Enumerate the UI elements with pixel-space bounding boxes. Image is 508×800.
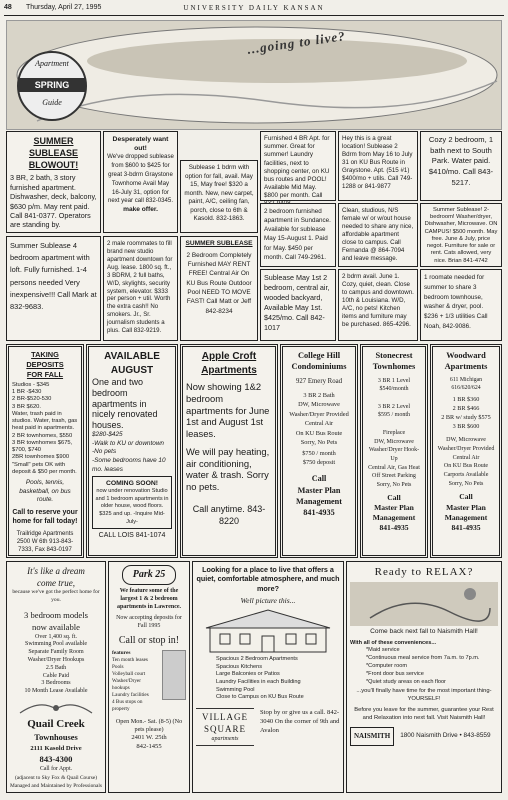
ad-body: Cozy 2 bedroom, 1 bath next to South Park. Water paid. $410/mo. Call 843-5217. [428,135,494,187]
ad-title: Condominiums [291,362,347,372]
ad-phone: 841-4935 [303,507,335,517]
ad-village-square [192,561,344,793]
ad-sundance [260,203,336,267]
ad-call: CALL LOIS 841-1074 [98,532,166,540]
ad-intro: One and two bedroom apartments in nicely renovated houses. [92,377,158,431]
village-footer [196,708,340,746]
ad-great-location [338,131,418,201]
ad-available-august [86,344,178,558]
ad-title: AVAILABLE [104,351,160,362]
ad-call: Management [372,513,416,523]
ad-title: College Hill [297,351,341,360]
ad-phone: 842-1455 [136,743,162,751]
ad-call: Call [387,492,401,502]
ad-call: Master Plan [446,502,486,512]
ad-sublease-may-1st [260,269,336,341]
ad-address: 927 Emery Road [295,377,343,385]
ad-title: Apple Croft [201,351,257,362]
ad-title: AUGUST [110,364,154,376]
ad-footer: Trailridge Apartments 2500 W 6th 913-843-7333, Fax 843-0197 [16,530,74,553]
features-list: Ten month leases Pools Volleyball court Washer/Dryer hookups Laundry facilities 4 Bus stops on property [112,657,149,713]
ad-woodward [430,344,502,558]
ad-cta: Call to reserve your home for fall today! [12,508,78,526]
ad-stonecrest [360,344,428,558]
coming-soon-body: now under renovation Studio and 1 bedroom apartments in older house, wood floors. $325 and up. -Inquire Mid-July- [95,488,169,525]
ad-subtitle: Well picture this... [240,596,296,606]
ad-title: SUBLEASE [28,148,78,159]
logo-line: SQUARE [203,723,246,734]
house-illustration [196,608,340,654]
ad-body: Now showing 1&2 bedroom apartments for June 1st and August 1st leases. [186,381,270,439]
village-square-logo [196,708,254,746]
ad-body: Clean, studious, N/S female w/ or w/out house needed to share any nice, affordable apartment close to campus. Call Fernanda @ 864-7094 and leave message. [342,207,414,263]
ad-body: 1 roomate needed for summer to share 3 bedroom townhouse, washer & dryer, pool. $236 + 1/3 utilities Call Noah, 842-9086. [424,274,488,330]
ad-body: 3 BR 1 Level $540/month 3 BR 2 Level $595 / month Fireplace DW, Microwave Washer/Dryer Hook-Up Central Air, Gas Heat Off Street Parking Sorry, No Pets [368,377,420,488]
spring-guide-banner [6,20,502,130]
ad-body: 3 BR 2 Bath DW, Microwave Washer/Dryer Provided Central Air On KU Bus Route Sorry, No Pets [289,391,349,447]
ad-body: 2 bedroom furnished apartment in Sundance. Available for sublease May 15-August 1. Paid for May. $450 per month. Call 749-2961. [264,208,331,261]
ad-accept: Now accepting deposits for Fall 1995 [116,615,182,630]
badge-bottom: Guide [42,98,62,107]
ad-before: Before you leave for the summer, guarantee your Rest and Relaxation into next fall. Visit Naismith Hall! [354,707,494,721]
banner-headline: ...going to live? [246,28,347,57]
park25-features [112,650,159,713]
ad-body: Sublease 1 bdrm with option for fall, avail. May 15, May free! $320 a month. New, new carpet, paint, A/C, ceiling fan, porch, close to 6th & Kasold. 832-1863. [184,164,254,222]
ad-finish: ...you'll finally have time for the most important thing-YOURSELF! [356,688,492,703]
logo-line: apartments [211,735,239,742]
page-header [4,2,504,16]
ad-title: Apartments [201,364,257,376]
ad-tail: make offer. [123,206,158,214]
ad-price-list: Studios - $345 1 BR -$430 2 BR-$520-530 3 BR $620. Water, trash paid in studios. Water, trash, gas heat paid in apartments. 2 BR townhomes, $550 3 BR townhomes $675, $700, $740 2BR townhomes $900 "Small" pets OK with deposit & $50 per month. [12,381,78,475]
ad-title: DEPOSITS [26,359,64,369]
ad-title: SUMMER SUBLEASE [185,240,253,247]
ad-college-hill [280,344,358,558]
ad-headline: We feature some of the largest 1 & 2 bedroom apartments in Lawrence. [116,588,182,610]
ad-title: FOR FALL [26,369,64,379]
ad-summer-sublease-2-bedroom [180,236,258,341]
ad-body: Summer Sublease 4 bedroom apartment with loft. Fully furnished. 1-4 persons needed Very inexpensive!!! Call Mark at 832-9683. [10,241,97,312]
page-date: Thursday, April 27, 1995 [26,4,102,11]
ad-note: Pools, tennis, basketball, on bus route. [19,479,71,504]
coming-soon-box [92,476,172,529]
badge-mid: SPRING [19,78,85,92]
park25-logo: Park 25 [122,565,176,585]
ad-body: 2 bdrm avail. June 1. Cozy, quiet, clean. Close to campus and downtown. 10th & Louisiana. W/D, A/C, no pets! Kitchen items and furniture may be purchased. 865-4296. [342,273,414,329]
badge-top: Apartment [35,59,69,68]
ad-address: 1800 Naismith Drive • 843-8559 [400,732,491,740]
ad-body: Summer Sublease! 2-bedroom! Washer/dryer, Dishwasher, Microwave. ON CAMPUS! $500 month. May free. June & July, price negot. Furniture for sale or rent. Cats allowed, very nice. Brian 841-4742 [424,207,498,264]
ad-call: Management [296,496,342,506]
ad-subtitle: 3 bedroom models [24,610,88,621]
ad-clean-studious [338,203,418,267]
ad-desperately-want-out [103,131,178,233]
ad-call: Call [311,474,327,484]
ad-body: We will pay heating, air conditioning, water & trash. Sorry no pets. [186,445,270,492]
ad-roommate-needed [420,269,502,341]
ad-on-campus [420,203,502,267]
ad-sublease-1-bdrm [180,160,258,233]
naismith-footer [350,727,498,746]
page-number: 48 [4,4,12,11]
ad-apple-croft [180,344,278,558]
header-rule [4,15,504,16]
ad-phone: 841-4935 [451,523,481,533]
ad-furnished-4br [260,131,336,201]
ad-title: Desperately want out! [112,136,169,153]
ad-body: 2 male roommates to fill brand new studio apartment downtown for Aug. lease. 1800 sq. ft., 3 BDRM, 2 full baths, W/D, skylights, security system, elevator. $333 per person + util. Worth the extra cash!! No smokers. Jr., Sr. journalism students a plus. Call 832-9219. [107,240,173,335]
ad-trailridge-taking-deposits [6,344,84,558]
ad-phone: 843-4300 [39,754,73,765]
ad-name: Townhouses [34,732,78,742]
ad-body: Sublease May 1st 2 bedroom, central air, wooded backyard, Available May 1st. $425/mo. Call 842-1017 [264,273,330,333]
ad-title: Ready to RELAX? [374,566,474,578]
naismith-logo: NAISMITH [350,727,394,746]
ad-subtitle: now available [32,621,80,632]
ad-title: TAKING [31,350,59,359]
relax-illustration [350,582,498,626]
ad-features: Spacious 2 Bedroom Apartments Spacious Kitchens Large Balconies or Patios Laundry Facilities in each Building Swimming Pool Close to Campus on KU Bus Route [216,656,304,701]
ad-headline: Looking for a place to live that offers a quiet, comfortable atmosphere, and much more? [196,565,340,593]
ad-naismith-hall [346,561,502,793]
ad-body: 2 Bedroom Completely Furnished MAY RENT FREE! Central Air On KU Bus Route Outdoor Pool NEED TO MOVE FAST! Call Matt or Jeff 842-8234 [186,251,252,315]
ad-features: DW, Microwave Washer/Dryer Provided Central Air On KU Bus Route Carports Available Sorry, No Pets [437,437,495,487]
ad-body: We've dropped sublease from $600 to $425 for great 3-bdrm Graystone Townhome Avail May 16-July 31, option for next year call 832-0345. [107,153,174,205]
ad-call: Call [459,492,473,502]
ad-2-male-roommates [103,236,178,341]
quail-logo-art [10,699,102,717]
quail-bird-icon [10,699,102,717]
coming-soon-title: COMING SOON! [105,480,159,488]
ad-call: Master Plan [297,485,341,495]
features-title: features [112,650,131,657]
ad-address: 611 Michigan 616/620/624 [449,376,483,391]
ad-summer-sublease-4br [6,236,101,341]
ad-features: Over 1,400 sq. ft. Swimming Pool available Separate Family Room Washer/Dryer Hookups 2.5 Bath Cable Paid 3 Bedrooms 10 Month Lease Available [24,633,88,695]
ad-cozy-2-bedroom [420,131,502,201]
spring-guide-badge [17,51,87,121]
ad-title: SUMMER [33,136,74,146]
ad-body: 3 BR, 2 bath, 3 story furnished apartment. Dishwasher, deck, balcony, $630 p/m. May rent paid. Call 841-0377. Operators are standing by. [10,173,97,230]
ad-quail-creek [6,561,106,793]
ad-intro: come true, [37,578,75,589]
ad-price: $750 / month $750 deposit [302,450,336,466]
ad-prices: 1 BR $360 2 BR $466 2 BR w/ study $575 3 BR $600 [441,396,491,431]
ad-prices: $280-$425 -Walk to KU or downtown -No pets -Some bedrooms have 10 mo. leases [92,430,166,473]
masthead: UNIVERSITY DAILY KANSAN [183,4,325,12]
ad-title: Stonecrest [375,351,413,360]
ad-body: Furnished 4 BR Apt. for summer. Great for summer! Laundry facilities, next to shopping center, on KU bus routes and POOL! Available Mid May. $800 per month. Call [264,135,330,200]
ad-title: Woodward [446,351,486,360]
ad-summer-sublease-blowout [6,131,101,233]
building-photo [162,650,186,700]
ad-title: BLOWOUT! [28,160,79,171]
ad-call: Master Plan [374,502,414,512]
ad-address: 2111 Kasold Drive [30,745,82,753]
ad-2-bdrm-avail-june [338,269,418,341]
ad-intro: It's like a dream [27,566,85,576]
park25-features-row [112,650,186,713]
ad-call: Management [444,512,488,522]
ad-title: Apartments [444,362,488,372]
ad-title: Townhomes [372,362,416,372]
ad-intro-small: because we've got the perfect home for you. [12,589,100,603]
ad-park-25 [108,561,190,793]
ad-come-back: Come back next fall to Naismith Hall! [370,627,478,635]
ad-phone: 841-4935 [379,523,409,533]
ad-with: With all of these conveniences... [350,639,437,646]
ad-manager: (adjacent to Sky Fox & Quail Course) Managed and Maintained by Professionals [10,775,102,789]
ad-contact: Stop by or give us a call. 842-3040 On the corner of 9th and Avalon [260,708,340,735]
ad-call: Call or stop in! [118,634,180,646]
ad-note: Call for Appt. [39,765,73,772]
ad-name: Quail Creek [27,717,85,730]
logo-line: VILLAGE [202,711,248,722]
ad-call: Call anytime. 843-8220 [192,503,266,526]
ad-body: Hey this is a great location! Sublease 2 Bdrm from May 16 to July 31 on KU Bus Route in Graystone. Apt. (515 #1) $400/mo + utils. Call 749-1288 or 841-9877 [342,135,413,191]
ad-hours: Open Mon.- Sat. (8-5) (No pets please) [115,717,183,733]
ad-address: 2401 W. 25th [131,734,167,742]
ad-features: *Maid service *Continuous meal service from 7a.m. to 7p.m. *Computer room *Front door bus service *Quiet study areas on each floor [366,647,480,685]
